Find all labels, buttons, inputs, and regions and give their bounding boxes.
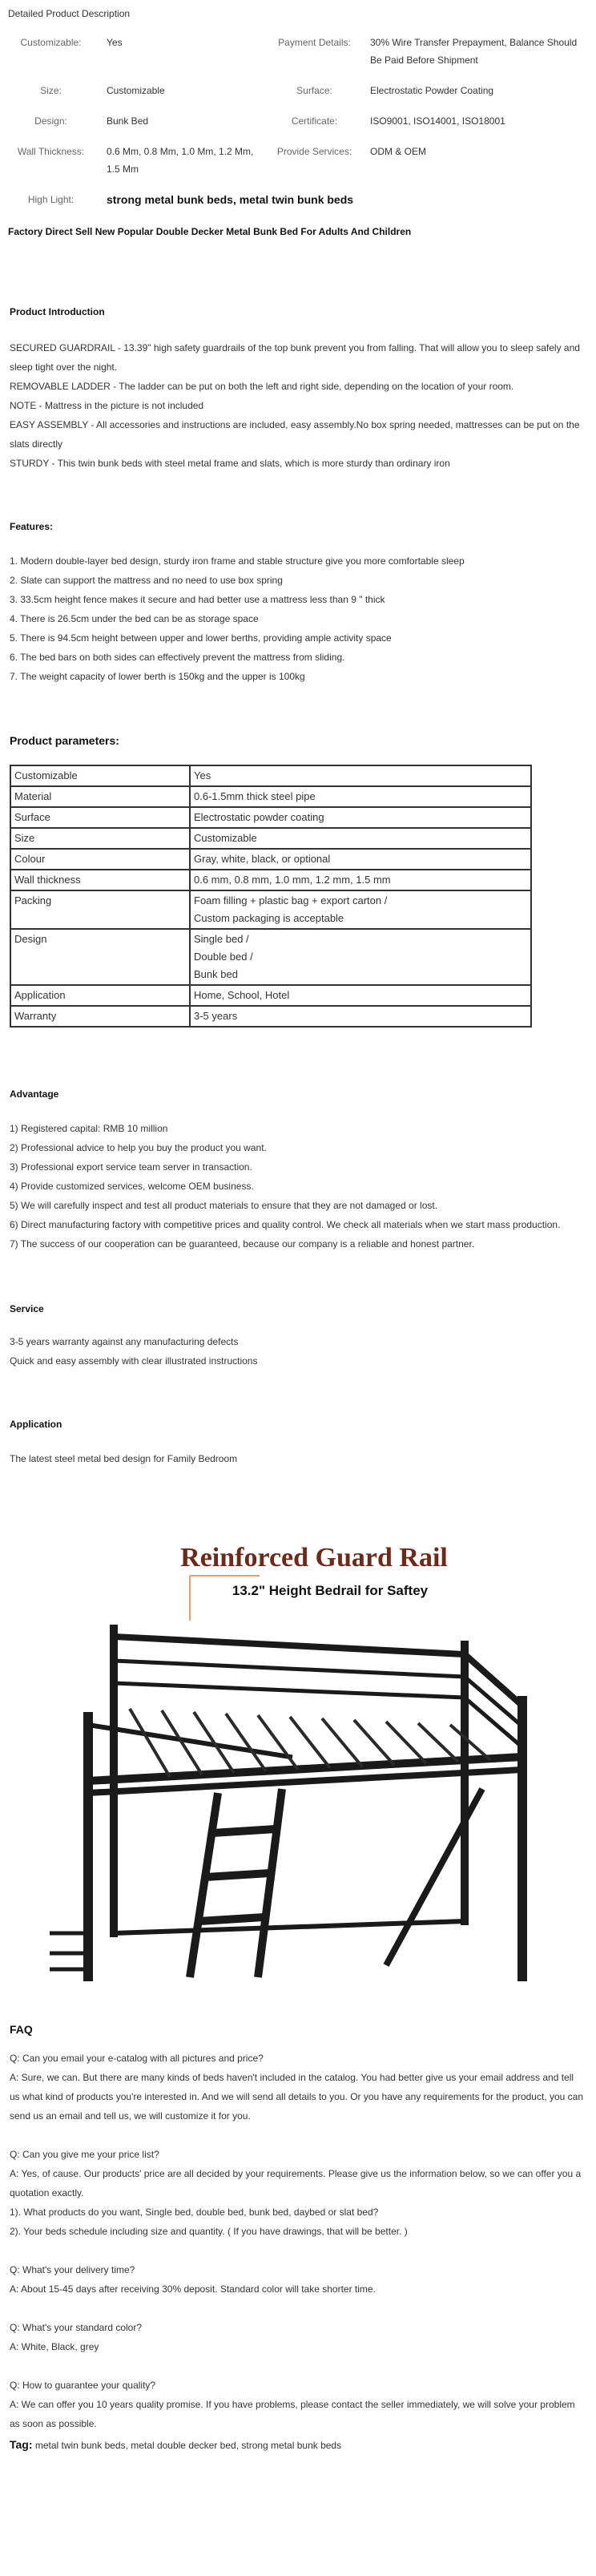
faq-groups — [10, 2049, 586, 2433]
intro-title: Product Introduction — [10, 306, 105, 317]
parameter-name: Wall thickness — [10, 870, 190, 890]
faq-answer: A: Sure, we can. But there are many kinds of beds haven't included in the catalog. You had better give us your email address and tell us what kind of products you're interested in. And we will send all details to you. Or you have any requirements for the product, you can send us an email and tell us, we will customize it for you. — [10, 2072, 584, 2122]
parameter-value-line: Single bed / — [194, 933, 249, 945]
parameter-value-line: Electrostatic powder coating — [194, 811, 324, 823]
intro-section — [0, 306, 596, 473]
faq-question: Q: What's your delivery time? — [10, 2264, 135, 2275]
spec-value: Yes — [107, 37, 123, 48]
intro-line: NOTE - Mattress in the picture is not included — [10, 400, 204, 411]
parameter-value-line: 0.6-1.5mm thick steel pipe — [194, 790, 316, 802]
parameter-value-line: Customizable — [194, 832, 257, 844]
intro-line: STURDY - This twin bunk beds with steel metal frame and slats, which is more sturdy than ordinary iron — [10, 458, 450, 469]
advantage-item: 6) Direct manufacturing factory with competitive prices and quality control. We check all materials when we start mass production. — [10, 1219, 561, 1230]
product-title: Factory Direct Sell New Popular Double Decker Metal Bunk Bed For Adults And Children — [8, 226, 412, 237]
parameter-name: Application — [10, 985, 190, 1006]
feature-item: 6. The bed bars on both sides can effectively prevent the mattress from sliding. — [10, 652, 345, 663]
advantage-item: 4) Provide customized services, welcome OEM business. — [10, 1181, 254, 1192]
advantage-section — [0, 1088, 596, 1254]
spec-row — [0, 75, 596, 106]
parameter-value — [190, 765, 531, 786]
faq-answer: A: White, Black, grey — [10, 2341, 99, 2352]
spec-row — [0, 27, 596, 75]
spec-label: Customizable: — [20, 37, 82, 48]
service-lines — [10, 1332, 586, 1371]
spec-row — [0, 136, 596, 184]
parameter-row — [10, 786, 531, 807]
faq-question: Q: Can you email your e-catalog with all pictures and price? — [10, 2053, 264, 2064]
parameter-row — [10, 985, 531, 1006]
bunk-bed-illustration — [50, 1516, 546, 1981]
advantage-item: 3) Professional export service team server in transaction. — [10, 1161, 252, 1173]
intro-line: SECURED GUARDRAIL - 13.39" high safety guardrails of the top bunk prevent you from falling. That will allow you to sleep safely and sleep tight over the night. — [10, 342, 580, 373]
faq-answer: A: We can offer you 10 years quality promise. If you have problems, please contact the seller immediately, we will solve your problem as soon as possible. — [10, 2399, 575, 2429]
parameters-section — [0, 734, 596, 747]
spec-table — [0, 27, 596, 184]
parameter-name: Material — [10, 786, 190, 807]
spec-value: 0.6 Mm, 0.8 Mm, 1.0 Mm, 1.2 Mm, 1.5 Mm — [107, 146, 254, 175]
application-title: Application — [10, 1419, 62, 1430]
features-section — [0, 521, 596, 686]
highlight-value: strong metal bunk beds, metal twin bunk beds — [107, 193, 354, 206]
parameter-name: Size — [10, 828, 190, 849]
spec-label: Design: — [34, 115, 67, 127]
tags-label: Tag: — [10, 2438, 33, 2451]
tag-list: metal twin bunk beds, metal double decker bed, strong metal bunk beds — [34, 2440, 342, 2451]
spec-label: Surface: — [296, 85, 332, 96]
spec-label: Certificate: — [291, 115, 338, 127]
parameter-row — [10, 1006, 531, 1027]
highlight-label: High Light: — [27, 194, 74, 205]
parameter-value-line: Double bed / — [194, 951, 253, 963]
spec-label: Payment Details: — [278, 37, 351, 48]
service-title: Service — [10, 1303, 44, 1314]
spec-value: ISO9001, ISO14001, ISO18001 — [370, 115, 505, 127]
faq-answer: 2). Your beds schedule including size and quantity. ( If you have drawings, that will be better. ) — [10, 2226, 408, 2237]
parameter-name: Packing — [10, 890, 190, 929]
parameter-row — [10, 828, 531, 849]
parameter-name: Customizable — [10, 765, 190, 786]
application-item: The latest steel metal bed design for Family Bedroom — [10, 1453, 238, 1464]
faq-answer: A: Yes, of cause. Our products' price are all decided by your requirements. Please give us the information below, so we can offer you a quotation exactly. — [10, 2168, 582, 2198]
parameter-row — [10, 807, 531, 828]
parameter-value — [190, 786, 531, 807]
faq-answer: 1). What products do you want, Single bed, double bed, bunk bed, daybed or slat bed? — [10, 2207, 379, 2218]
faq-answer: A: About 15-45 days after receiving 30% deposit. Standard color will take shorter time. — [10, 2283, 376, 2295]
feature-item: 4. There is 26.5cm under the bed can be as storage space — [10, 613, 259, 624]
parameter-row — [10, 849, 531, 870]
spec-value: 30% Wire Transfer Prepayment, Balance Should Be Paid Before Shipment — [370, 37, 578, 66]
spec-label: Wall Thickness: — [17, 146, 85, 157]
application-section — [0, 1419, 596, 1468]
spec-label: Provide Services: — [276, 146, 352, 157]
parameter-value — [190, 1006, 531, 1027]
parameter-value-line: Yes — [194, 769, 211, 781]
service-item: 3-5 years warranty against any manufacturing defects — [10, 1336, 239, 1347]
parameter-name: Colour — [10, 849, 190, 870]
faq-question: Q: Can you give me your price list? — [10, 2149, 159, 2160]
service-section — [0, 1303, 596, 1371]
parameter-value — [190, 849, 531, 870]
parameter-value-line: Custom packaging is acceptable — [194, 912, 344, 924]
advantage-item: 7) The success of our cooperation can be guaranteed, because our company is a reliable and honest partner. — [10, 1238, 475, 1250]
features-lines — [10, 551, 586, 686]
spec-value: ODM & OEM — [370, 146, 427, 157]
advantage-title: Advantage — [10, 1088, 59, 1100]
parameter-value-line: Bunk bed — [194, 968, 238, 980]
faq-question: Q: What's your standard color? — [10, 2322, 143, 2333]
feature-item: 1. Modern double-layer bed design, sturdy iron frame and stable structure give you more comfortable sleep — [10, 555, 465, 567]
faq-section — [0, 2023, 596, 2433]
parameter-name: Surface — [10, 807, 190, 828]
tag-link[interactable]: strong metal bunk beds — [241, 2440, 342, 2451]
parameter-row — [10, 765, 531, 786]
advantage-item: 5) We will carefully inspect and test all product materials to ensure that they are not damaged or lost. — [10, 1200, 438, 1211]
parameter-value-line: Foam filling + plastic bag + export carton / — [194, 894, 388, 906]
parameter-value-line: 3-5 years — [194, 1010, 238, 1022]
spec-label: Size: — [40, 85, 62, 96]
parameter-name: Design — [10, 929, 190, 985]
faq-item — [10, 2318, 586, 2356]
parameter-row — [10, 890, 531, 929]
intro-line: EASY ASSEMBLY - All accessories and instructions are included, easy assembly.No box spring needed, mattresses can be put on the slats directly — [10, 419, 580, 450]
parameters-title: Product parameters: — [10, 734, 119, 747]
parameter-value-line: Home, School, Hotel — [194, 989, 290, 1001]
spec-row — [0, 106, 596, 136]
faq-item — [10, 2145, 586, 2241]
spec-value: Bunk Bed — [107, 115, 149, 127]
advantage-item: 1) Registered capital: RMB 10 million — [10, 1123, 168, 1134]
product-image — [50, 1516, 546, 1981]
parameters-table — [10, 765, 532, 1028]
parameter-value — [190, 870, 531, 890]
feature-item: 7. The weight capacity of lower berth is 150kg and the upper is 100kg — [10, 671, 305, 682]
features-title: Features: — [10, 521, 54, 532]
parameter-value — [190, 929, 531, 985]
application-lines — [10, 1449, 586, 1468]
parameter-row — [10, 870, 531, 890]
parameter-value-line: 0.6 mm, 0.8 mm, 1.0 mm, 1.2 mm, 1.5 mm — [194, 874, 391, 886]
tags-row — [0, 2433, 596, 2456]
parameter-value — [190, 828, 531, 849]
parameter-value — [190, 807, 531, 828]
faq-item — [10, 2376, 586, 2433]
tag-link[interactable]: metal twin bunk beds — [34, 2440, 126, 2451]
parameter-value — [190, 985, 531, 1006]
faq-question: Q: How to guarantee your quality? — [10, 2380, 156, 2391]
feature-item: 5. There is 94.5cm height between upper and lower berths, providing ample activity space — [10, 632, 392, 644]
parameter-row — [10, 929, 531, 985]
feature-item: 3. 33.5cm height fence makes it secure and had better use a mattress less than 9 " thick — [10, 594, 385, 605]
intro-line: REMOVABLE LADDER - The ladder can be put on both the left and right side, depending on the location of your room. — [10, 381, 514, 392]
parameter-value-line: Gray, white, black, or optional — [194, 853, 331, 865]
intro-lines — [10, 338, 586, 473]
feature-item: 2. Slate can support the mattress and no need to use box spring — [10, 575, 283, 586]
page-title: Detailed Product Description — [8, 8, 131, 19]
parameter-name: Warranty — [10, 1006, 190, 1027]
parameter-value — [190, 890, 531, 929]
spec-value: Electrostatic Powder Coating — [370, 85, 494, 96]
advantage-lines — [10, 1119, 586, 1254]
faq-item — [10, 2260, 586, 2299]
image-subheading: 13.2" Height Bedrail for Saftey — [232, 1583, 429, 1598]
highlight-row — [0, 184, 596, 215]
spec-value: Customizable — [107, 85, 165, 96]
advantage-item: 2) Professional advice to help you buy the product you want. — [10, 1142, 267, 1153]
image-heading: Reinforced Guard Rail — [180, 1543, 448, 1573]
service-item: Quick and easy assembly with clear illustrated instructions — [10, 1355, 258, 1367]
faq-item — [10, 2049, 586, 2126]
tag-link[interactable]: metal double decker bed — [131, 2440, 236, 2451]
faq-title: FAQ — [10, 2023, 33, 2036]
